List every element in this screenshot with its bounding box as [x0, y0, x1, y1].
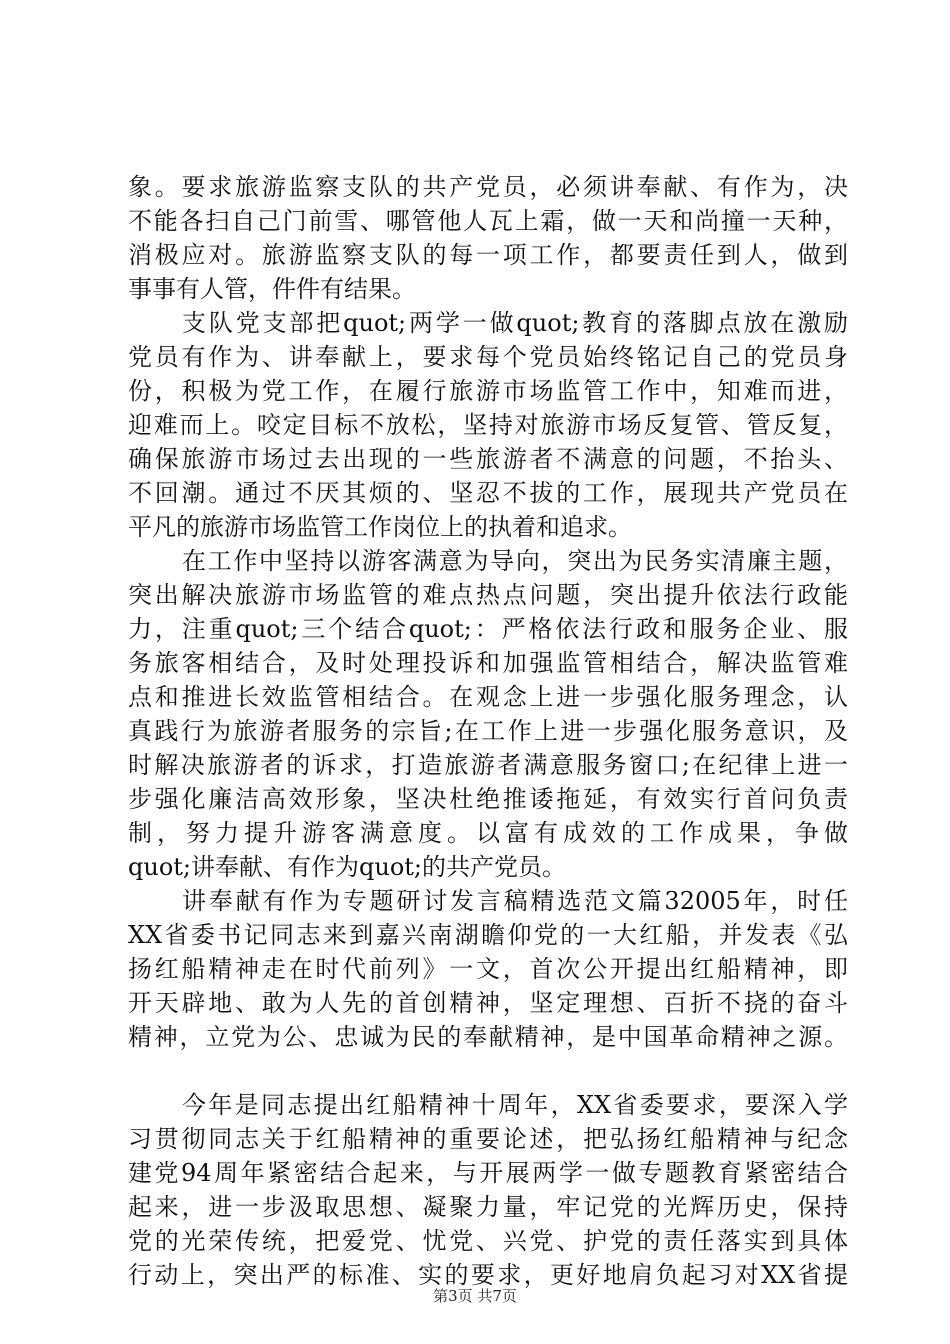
text-line: 迎难而上。咬定目标不放松，坚持对旅游市场反复管、管反复，: [128, 411, 848, 439]
text-line: 不回潮。通过不厌其烦的、坚忍不拔的工作，展现共产党员在: [128, 479, 848, 507]
text-line: XX省委书记同志来到嘉兴南湖瞻仰党的一大红船，并发表《弘: [128, 921, 848, 949]
page-number-footer: 第3页 共7页: [433, 1287, 517, 1305]
text-line: 力，注重quot;三个结合quot;：严格依法行政和服务企业、服: [128, 615, 848, 643]
text-line: 党员有作为、讲奉献上，要求每个党员始终铭记自己的党员身: [128, 343, 848, 371]
text-line: quot;讲奉献、有作为quot;的共产党员。: [128, 853, 566, 881]
document-body: [128, 170, 848, 1292]
text-line: 精神，立党为公、忠诚为民的奉献精神，是中国革命精神之源。: [128, 1023, 848, 1051]
text-line: 务旅客相结合，及时处理投诉和加强监管相结合，解决监管难: [128, 649, 848, 677]
text-line: 真践行为旅游者服务的宗旨;在工作上进一步强化服务意识，及: [128, 717, 848, 745]
text-line: 消极应对。旅游监察支队的每一项工作，都要责任到人，做到: [128, 241, 848, 269]
text-line: 突出解决旅游市场监管的难点热点问题，突出提升依法行政能: [128, 581, 848, 609]
paragraph-first-line: 在工作中坚持以游客满意为导向，突出为民务实清廉主题，: [182, 547, 848, 575]
text-line: 起来，进一步汲取思想、凝聚力量，牢记党的光辉历史，保持: [128, 1193, 848, 1221]
text-line: 时解决旅游者的诉求，打造旅游者满意服务窗口;在纪律上进一: [128, 751, 848, 779]
text-line: 建党94周年紧密结合起来，与开展两学一做专题教育紧密结合: [128, 1159, 848, 1187]
text-line: 扬红船精神走在时代前列》一文，首次公开提出红船精神，即: [128, 955, 848, 983]
text-line: 开天辟地、敢为人先的首创精神，坚定理想、百折不挠的奋斗: [128, 989, 848, 1017]
text-line: 行动上，突出严的标准、实的要求，更好地肩负起习对XX省提: [128, 1261, 848, 1289]
paragraph-first-line: 讲奉献有作为专题研讨发言稿精选范文篇32005年，时任: [182, 887, 848, 915]
text-line: 党的光荣传统，把爱党、忧党、兴党、护党的责任落实到具体: [128, 1227, 848, 1255]
text-line: 象。要求旅游监察支队的共产党员，必须讲奉献、有作为，决: [128, 173, 848, 201]
text-line: 点和推进长效监管相结合。在观念上进一步强化服务理念，认: [128, 683, 848, 711]
text-line: 步强化廉洁高效形象，坚决杜绝推诿拖延，有效实行首问负责: [128, 785, 848, 813]
text-line: 制，努力提升游客满意度。以富有成效的工作成果，争做: [128, 819, 848, 847]
paragraph-first-line: 今年是同志提出红船精神十周年，XX省委要求，要深入学: [182, 1091, 848, 1119]
text-line: 确保旅游市场过去出现的一些旅游者不满意的问题，不抬头、: [128, 445, 848, 473]
text-line: 不能各扫自己门前雪、哪管他人瓦上霜，做一天和尚撞一天种，: [128, 207, 848, 235]
text-line: 份，积极为党工作，在履行旅游市场监管工作中，知难而进，: [128, 377, 848, 405]
paragraph-first-line: 支队党支部把quot;两学一做quot;教育的落脚点放在激励: [182, 309, 848, 337]
text-line: 事事有人管，件件有结果。: [128, 275, 416, 303]
text-line: 习贯彻同志关于红船精神的重要论述，把弘扬红船精神与纪念: [128, 1125, 848, 1153]
paragraph-gap: [128, 1054, 848, 1088]
text-line: 平凡的旅游市场监管工作岗位上的执着和追求。: [128, 513, 632, 541]
